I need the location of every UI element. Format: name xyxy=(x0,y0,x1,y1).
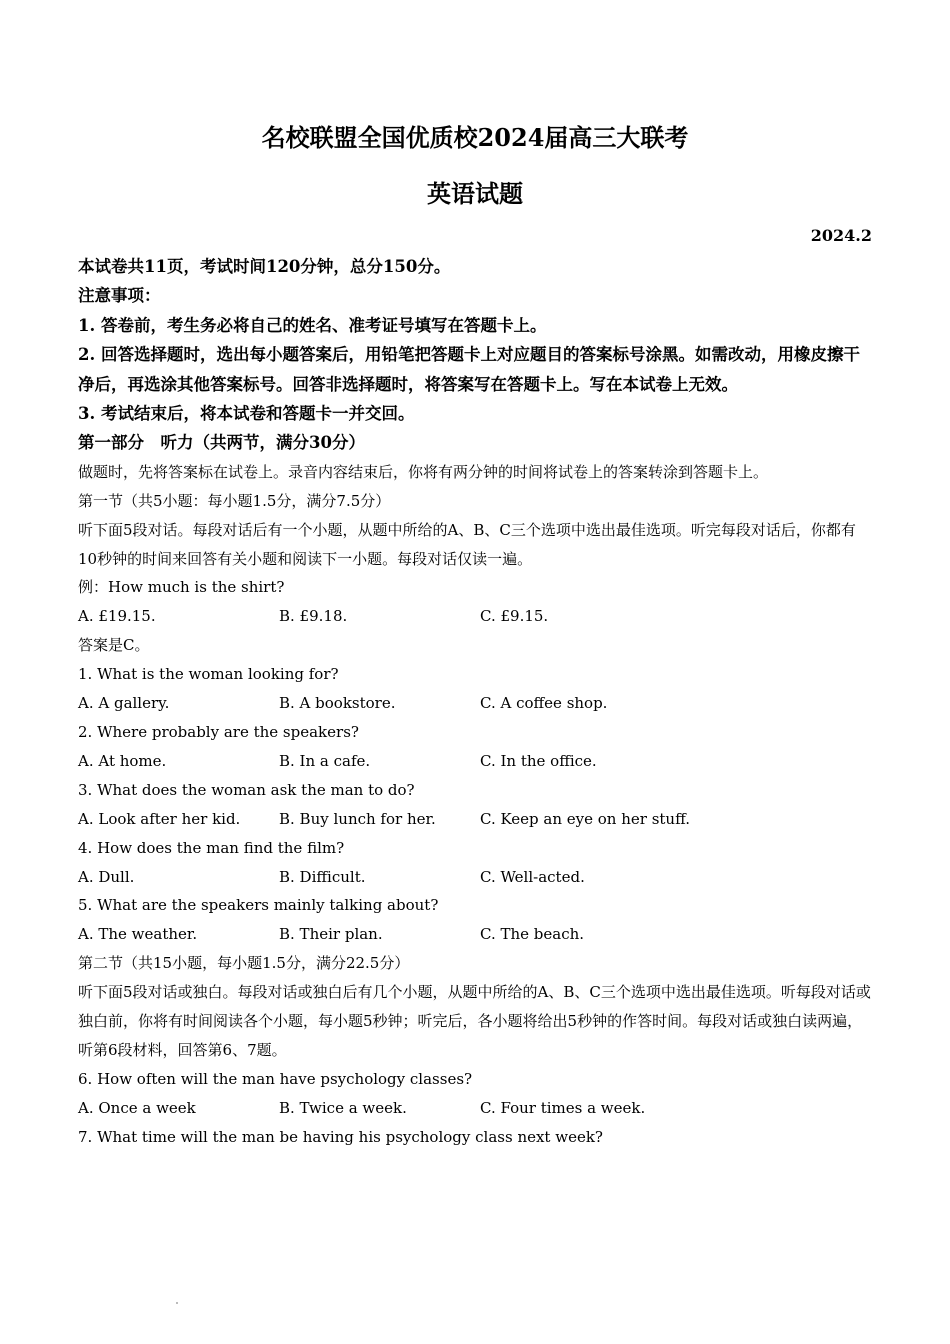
part1-intro: 做题时，先将答案标在试卷上。录音内容结束后，你将有两分钟的时间将试卷上的答案转涂到答题卡上。 xyxy=(78,462,769,481)
option-c: C. Well-acted. xyxy=(480,867,585,886)
material-note: 听第6段材料，回答第6、7题。 xyxy=(78,1040,287,1059)
question-7: 7. What time will the man be having his psychology class next week? xyxy=(78,1127,603,1146)
question-4: 4. How does the man find the film? xyxy=(78,838,345,857)
question-5-options xyxy=(78,920,874,949)
question-4-options xyxy=(78,863,874,892)
notice-heading: 注意事项： xyxy=(78,286,161,306)
option-c: C. A coffee shop. xyxy=(480,694,608,713)
option-b: B. In a cafe. xyxy=(279,751,371,770)
option-a: A. Dull. xyxy=(78,867,135,886)
scan-mark xyxy=(176,1302,178,1304)
example-options xyxy=(78,602,874,631)
part1-heading: 第一部分 听力（共两节，满分30分） xyxy=(78,433,365,453)
option-c: C. The beach. xyxy=(480,925,585,944)
question-1-options xyxy=(78,689,874,718)
option-b: B. £9.18. xyxy=(279,607,348,626)
option-b: B. Buy lunch for her. xyxy=(279,809,436,828)
exam-overview: 本试卷共11页，考试时间120分钟，总分150分。 xyxy=(78,257,451,276)
option-a: A. The weather. xyxy=(78,925,198,944)
section2-intro: 听下面5段对话或独白。每段对话或独白后有几个小题，从题中所给的A、B、C三个选项中选出最佳选项。听每段对话或独白前，你将有时间阅读各个小题，每小题5秒钟；听完后，各小题将给出5秒钟的作答时间。每段对话或独白读两遍， xyxy=(78,983,871,1031)
option-b: B. Their plan. xyxy=(279,925,383,944)
exam-date: 2024.2 xyxy=(810,226,872,245)
notice-item: 2. 回答选择题时，选出每小题答案后，用铅笔把答题卡上对应题目的答案标号涂黑。如需改动，用橡皮擦干净后，再选涂其他答案标号。回答非选择题时，将答案写在答题卡上。写在本试卷上无效。 xyxy=(78,345,860,394)
section1-intro: 听下面5段对话。每段对话后有一个小题，从题中所给的A、B、C三个选项中选出最佳选项。听完每段对话后，你都有10秒钟的时间来回答有关小题和阅读下一小题。每段对话仅读一遍。 xyxy=(78,520,856,568)
question-6: 6. How often will the man have psychology classes? xyxy=(78,1069,473,1088)
question-1: 1. What is the woman looking for? xyxy=(78,665,339,684)
question-5: 5. What are the speakers mainly talking about? xyxy=(78,896,439,915)
exam-content xyxy=(78,252,874,1152)
option-a: A. Once a week xyxy=(78,1098,196,1117)
option-c: C. Keep an eye on her stuff. xyxy=(480,809,690,828)
option-c: C. £9.15. xyxy=(480,607,549,626)
example-question: 例：How much is the shirt? xyxy=(78,578,285,597)
exam-subtitle: 英语试题 xyxy=(427,179,523,208)
notice-item: 3. 考试结束后，将本试卷和答题卡一并交回。 xyxy=(78,404,415,424)
question-3: 3. What does the woman ask the man to do? xyxy=(78,780,415,799)
option-c: C. Four times a week. xyxy=(480,1098,646,1117)
option-a: A. Look after her kid. xyxy=(78,809,241,828)
example-answer: 答案是C。 xyxy=(78,636,150,655)
option-c: C. In the office. xyxy=(480,751,597,770)
option-b: B. Difficult. xyxy=(279,867,366,886)
option-a: A. A gallery. xyxy=(78,694,170,713)
option-a: A. £19.15. xyxy=(78,607,156,626)
notice-item: 1. 答卷前，考生务必将自己的姓名、准考证号填写在答题卡上。 xyxy=(78,315,547,335)
exam-title: 名校联盟全国优质校2024届高三大联考 xyxy=(261,123,689,152)
question-3-options xyxy=(78,805,874,834)
section1-heading: 第一节（共5小题：每小题1.5分，满分7.5分） xyxy=(78,491,391,510)
question-2-options xyxy=(78,747,874,776)
option-b: B. A bookstore. xyxy=(279,694,396,713)
option-a: A. At home. xyxy=(78,751,167,770)
question-6-options xyxy=(78,1094,874,1123)
option-b: B. Twice a week. xyxy=(279,1098,407,1117)
question-2: 2. Where probably are the speakers? xyxy=(78,723,359,741)
section2-heading: 第二节（共15小题，每小题1.5分，满分22.5分） xyxy=(78,954,410,973)
